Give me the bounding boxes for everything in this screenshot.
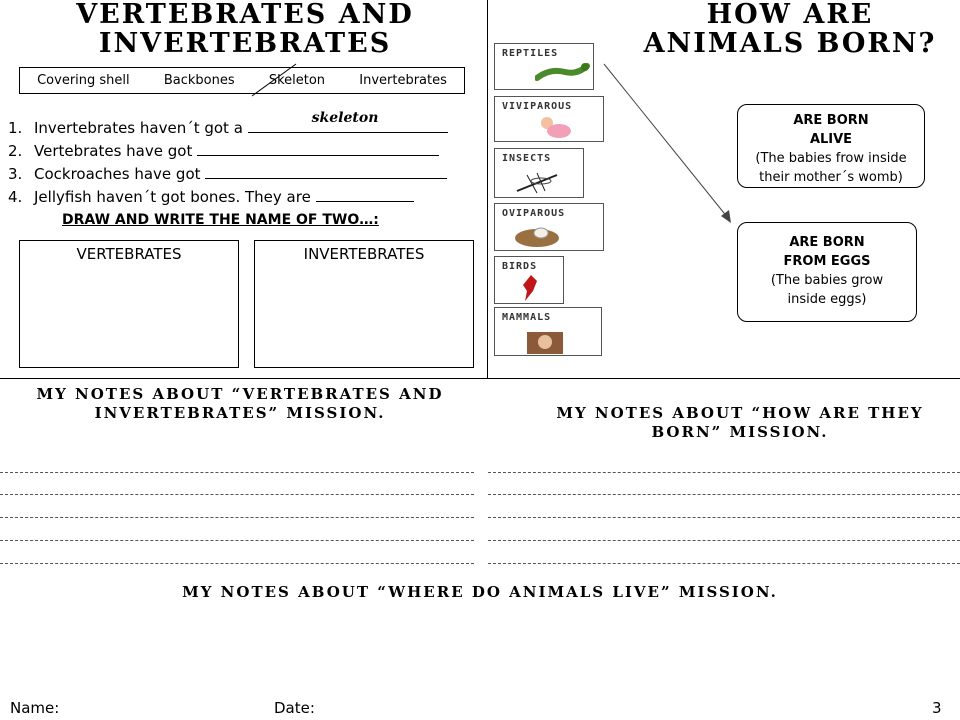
notes-right-title: MY NOTES ABOUT “HOW ARE THEY BORN” MISSION. [556, 404, 924, 441]
answer-blank-2[interactable] [197, 141, 439, 156]
answer-blank-4[interactable] [316, 187, 414, 202]
footer-date: Date: [274, 699, 315, 717]
card-oviparous[interactable]: OVIPAROUS [494, 203, 604, 251]
answer-1: skeleton [311, 110, 379, 126]
bird-icon [517, 271, 545, 303]
word-bank-item: Skeleton [268, 73, 326, 88]
notes-line[interactable] [488, 540, 960, 541]
question-3: 3. Cockroaches have got [8, 164, 447, 183]
page-number: 3 [932, 699, 942, 717]
word-bank-item: Backbones [163, 73, 235, 88]
lizard-icon [535, 58, 590, 88]
baby-icon [535, 113, 575, 141]
invertebrates-label: INVERTEBRATES [303, 245, 425, 263]
scroll-born-eggs: ARE BORN FROM EGGS (The babies grow inside eggs) [737, 222, 917, 322]
notes-left-title: MY NOTES ABOUT “VERTEBRATES AND INVERTEBRATES” MISSION. [36, 385, 444, 422]
left-title: VERTEBRATES AND INVERTEBRATES [76, 0, 414, 59]
nest-icon [511, 222, 563, 250]
card-mammals[interactable]: MAMMALS [494, 307, 602, 356]
word-bank [19, 67, 465, 94]
notes-line[interactable] [0, 517, 474, 518]
card-reptiles[interactable]: REPTILES [494, 43, 594, 90]
notes-line[interactable] [488, 517, 960, 518]
invertebrates-box[interactable] [254, 240, 474, 368]
answer-blank-1[interactable] [248, 110, 448, 133]
notes-line[interactable] [488, 472, 960, 473]
notes-line[interactable] [0, 494, 474, 495]
strike-line [250, 60, 300, 100]
center-divider [487, 0, 488, 378]
word-bank-item: Invertebrates [359, 73, 447, 88]
footer-name: Name: [10, 699, 60, 717]
middle-divider [0, 378, 960, 379]
notes-line[interactable] [488, 494, 960, 495]
card-viviparous[interactable]: VIVIPAROUS [494, 96, 604, 142]
word-bank-item: Covering shell [37, 73, 130, 88]
notes-line[interactable] [488, 563, 960, 564]
card-birds[interactable]: BIRDS [494, 256, 564, 304]
scroll-born-alive: ARE BORN ALIVE (The babies frow inside their mother´s womb) [737, 104, 925, 188]
mammal-icon [525, 330, 565, 356]
notes-line[interactable] [0, 472, 474, 473]
right-title: HOW ARE ANIMALS BORN? [643, 0, 937, 59]
vertebrates-box[interactable] [19, 240, 239, 368]
answer-blank-3[interactable] [205, 164, 447, 179]
insect-icon [513, 169, 563, 197]
question-4: 4. Jellyfish haven´t got bones. They are [8, 187, 414, 206]
draw-instruction: DRAW AND WRITE THE NAME OF TWO…: [62, 212, 379, 228]
notes-line[interactable] [0, 563, 474, 564]
notes-bottom-title: MY NOTES ABOUT “WHERE DO ANIMALS LIVE” MISSION. [182, 583, 778, 601]
card-insects[interactable]: INSECTS [494, 148, 584, 198]
question-1: 1. Invertebrates haven´t got a skeleton [8, 118, 448, 137]
notes-line[interactable] [0, 540, 474, 541]
question-2: 2. Vertebrates have got [8, 141, 439, 160]
vertebrates-label: VERTEBRATES [76, 245, 182, 263]
arrow-icon [600, 60, 740, 230]
